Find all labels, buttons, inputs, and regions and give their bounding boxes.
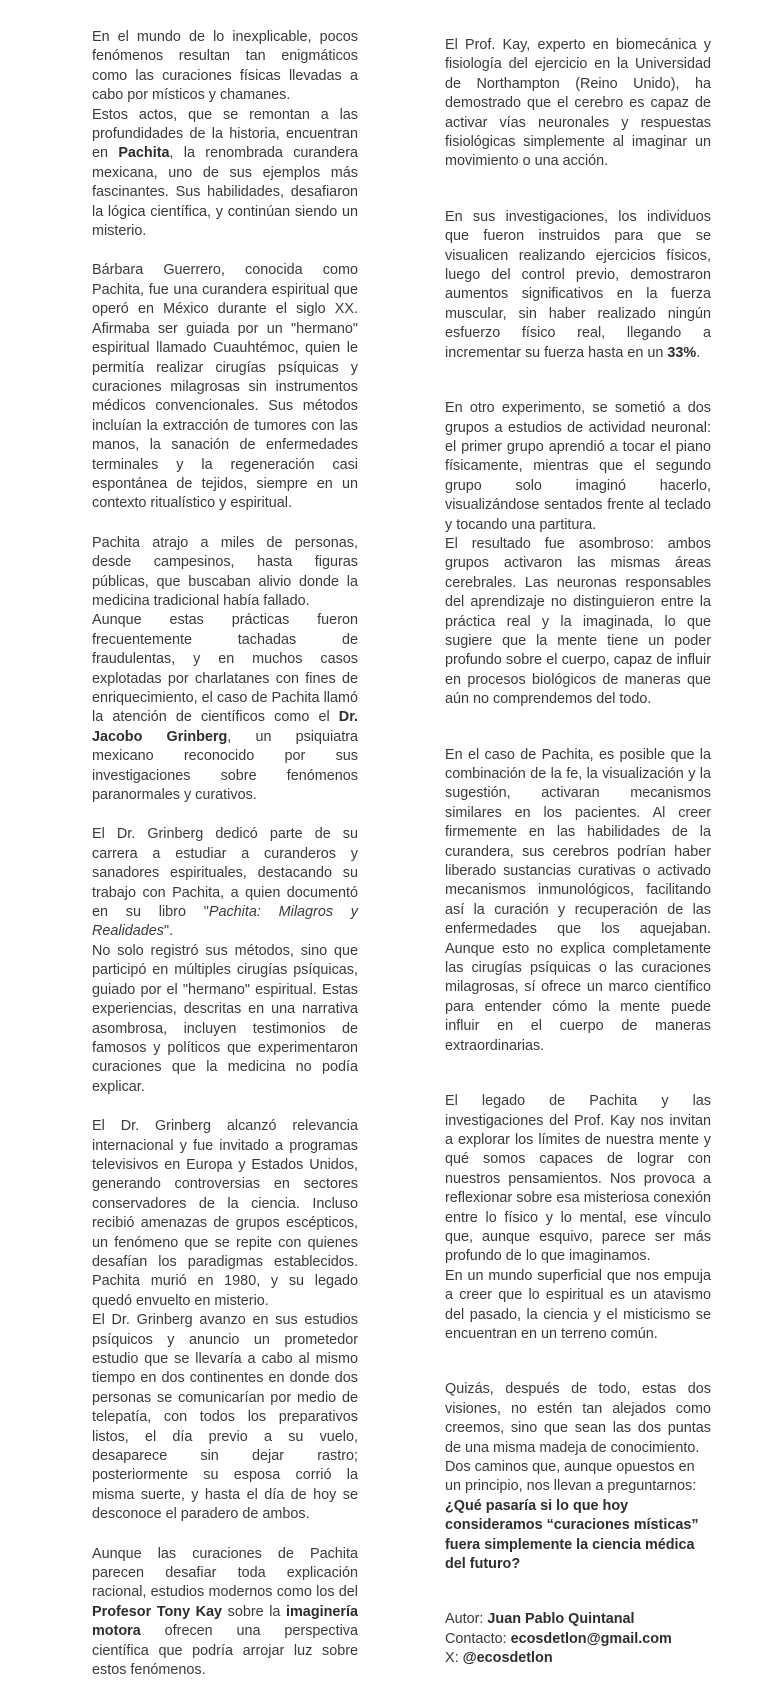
- text-run: Aunque las curaciones de Pachita parecen desafiar toda explicación racional, estudios modernos como los del: [92, 1545, 358, 1601]
- text-run: sobre la: [222, 1603, 287, 1620]
- text-run: .: [696, 344, 701, 361]
- legacy-paragraph: El legado de Pachita y las investigaciones del Prof. Kay nos invitan a explorar los límites de nuestra mente y qué somos capaces de lograr con nuestros pensamientos. Nos provoca a reflexionar sobre esa misteriosa conexión entre lo físico y lo mental, ese vínculo que, aunque esquivo, parece ser más profundo de lo que imaginamos.: [445, 1093, 711, 1265]
- emphasis-pachita: Pachita: [118, 145, 170, 162]
- closing-question-paragraph: [445, 1458, 711, 1574]
- followers-paragraph: Pachita atrajo a miles de personas, desde campesinos, hasta figuras públicas, que buscaban alivio donde la medicina tradicional había fallado.: [92, 534, 358, 609]
- experiment-result-paragraph: El resultado fue asombroso: ambos grupos activaron las mismas áreas cerebrales. Las neuronas responsables del aprendizaje no distinguieron entre la práctica real y la imaginada, lo que sugiere que la mente tiene un poder profundo sobre el cuerpo, capaz de influir en procesos biológicos de maneras que aún no comprendemos del todo.: [445, 535, 711, 708]
- text-run: ".: [164, 923, 174, 940]
- kay-expert-paragraph: El Prof. Kay, experto en biomecánica y fisiología del ejercicio en la Universidad de Northampton (Reino Unido), ha demostrado que el cerebro es capaz de activar vías neuronales y respuestas fisiológicas simplemente al imaginar un movimiento o una acción.: [445, 37, 711, 170]
- kay-intro-paragraph: [92, 1545, 358, 1681]
- grinberg-relevance-paragraph: El Dr. Grinberg alcanzó relevancia internacional y fue invitado a programas televisivos en Europa y Estados Unidos, generando controversias en sectores conservadores de la ciencia. Incluso recibió amenazas de grupos escépticos, un fenómeno que se repite con quienes desafían los paradigmas establecidos. Pachita murió en 1980, y su legado quedó envuelto en misterio.: [92, 1118, 358, 1309]
- text-run: , la renombrada curandera mexicana, uno de sus ejemplos más fascinantes. Sus habilidades, desafiaron la lógica científica, y continúan siendo un misterio.: [92, 145, 358, 240]
- text-run: Estos actos, que se remontan a las profundidades de la historia, encuentran en: [92, 106, 358, 162]
- history-paragraph: [92, 106, 358, 242]
- superficial-world-paragraph: En un mundo superficial que nos empuja a creer que lo espiritual es un atavismo del pasado, la ciencia y el misticismo se encuentran en un terreno común.: [445, 1267, 711, 1342]
- text-run: , un psiquiatra mexicano reconocido por sus investigaciones sobre fenómenos paranormales y curativos.: [92, 728, 358, 804]
- x-handle[interactable]: @ecosdetlon: [462, 1650, 553, 1667]
- contact-label: Contacto:: [445, 1630, 511, 1647]
- emphasis-percentage: 33%: [667, 344, 697, 361]
- author-name: Juan Pablo Quintanal: [487, 1611, 635, 1628]
- text-run: El Dr. Grinberg dedicó parte de su carrera a estudiar a curanderos y sanadores espirituales, destacando su trabajo con Pachita, a quien documentó en su libro ": [92, 826, 358, 921]
- author-label: Autor:: [445, 1611, 488, 1628]
- text-run: Dos caminos que, aunque opuestos en un principio, nos llevan a preguntarnos:: [445, 1459, 697, 1495]
- author-line: [445, 1610, 711, 1629]
- text-run: En sus investigaciones, los individuos que fueron instruidos para que se visualicen realizando ejercicios físicos, luego del control previo, demostraron aumentos significativos en la fuerza muscular, sin haber realizado ningún esfuerzo físico real, llegando a incrementar su fuerza hasta en un: [445, 208, 711, 361]
- emphasis-grinberg: Dr. Jacobo Grinberg: [92, 709, 358, 745]
- contact-email[interactable]: ecosdetlon@gmail.com: [510, 1630, 672, 1647]
- piano-experiment-paragraph: En otro experimento, se sometió a dos grupos a estudios de actividad neuronal: el primer grupo aprendió a tocar el piano físicamente, mientras que el segundo grupo solo imaginó hacerlo, visualizándose sentados frente al teclado y tocando una partitura.: [445, 400, 711, 533]
- text-run: Aunque estas prácticas fueron frecuentemente tachadas de fraudulentas, y en muchos casos explotadas por charlatanes con fines de enriquecimiento, el caso de Pachita llamó la atención de científicos como el: [92, 612, 358, 726]
- intro-paragraph: En el mundo de lo inexplicable, pocos fenómenos resultan tan enigmáticos como las curaciones físicas llevadas a cabo por místicos y chamanes.: [92, 29, 358, 104]
- strength-study-paragraph: [445, 208, 711, 363]
- book-title: Pachita: Milagros y Realidades: [92, 904, 358, 940]
- emphasis-kay: Profesor Tony Kay: [92, 1603, 223, 1620]
- contact-line: [445, 1630, 711, 1649]
- closing-question: ¿Qué pasaría si lo que hoy consideramos “curaciones místicas” fuera simplemente la ciencia médica del futuro?: [445, 1497, 699, 1573]
- pachita-case-paragraph: En el caso de Pachita, es posible que la combinación de la fe, la visualización y la sugestión, activaran mecanismos similares en los pacientes. Al creer firmemente en las habilidades de la curandera, sus cerebros podrían haber liberado sustancias curativas o activado mecanismos inmunológicos, facilitando así la curación y recuperación de las enfermedades que los aquejaban. Aunque esto no explica completamente las cirugías psíquicas o las curaciones milagrosas, sí ofrece un marco científico para entender cómo la mente puede influir en el cuerpo de maneras extraordinarias.: [445, 746, 711, 1054]
- grinberg-book-paragraph: [92, 825, 358, 941]
- text-run: ofrecen una perspectiva científica que podría arrojar luz sobre estos fenómenos.: [92, 1623, 358, 1679]
- grinberg-intro-paragraph: [92, 611, 358, 805]
- two-visions-paragraph: Quizás, después de todo, estas dos visiones, no estén tan alejados como creemos, sino que sean las dos puntas de una misma madeja de conocimiento.: [445, 1381, 711, 1456]
- article-left-column: [92, 0, 358, 1681]
- barbara-guerrero-paragraph: Bárbara Guerrero, conocida como Pachita, fue una curandera espiritual que operó en México durante el siglo XX. Afirmaba ser guiada por un "hermano" espiritual llamado Cuauhtémoc, quien le permitía realizar cirugías psíquicas y curaciones milagrosas sin instrumentos médicos convencionales. Sus métodos incluían la extracción de tumores con las manos, la sanación de enfermedades terminales y la regeneración casi espontánea de tejidos, siempre en un contexto ritualístico y espiritual.: [92, 262, 358, 512]
- grinberg-methods-paragraph: No solo registró sus métodos, sino que participó en múltiples cirugías psíquicas, guiado por el "hermano" espiritual. Estas experiencias, descritas en una narrativa asombrosa, incluyen testimonios de famosos y políticos que experimentaron curaciones que la medicina no podía explicar.: [92, 942, 358, 1095]
- emphasis-imagineria: imaginería motora: [92, 1603, 358, 1640]
- x-line: [445, 1649, 711, 1668]
- x-label: X:: [445, 1650, 463, 1667]
- grinberg-disappearance-paragraph: El Dr. Grinberg avanzo en sus estudios psíquicos y anuncio un prometedor estudio que se llevaría a cabo al mismo tiempo en dos continentes en donde dos personas se comunicarían por medio de telepatía, con todos los preparativos listos, el día previo a su vuelo, desaparece sin dejar rastro; posteriormente su esposa corrió la misma suerte, y hasta el día de hoy se desconoce el paradero de ambos.: [92, 1312, 358, 1523]
- article-right-column: [445, 0, 711, 1669]
